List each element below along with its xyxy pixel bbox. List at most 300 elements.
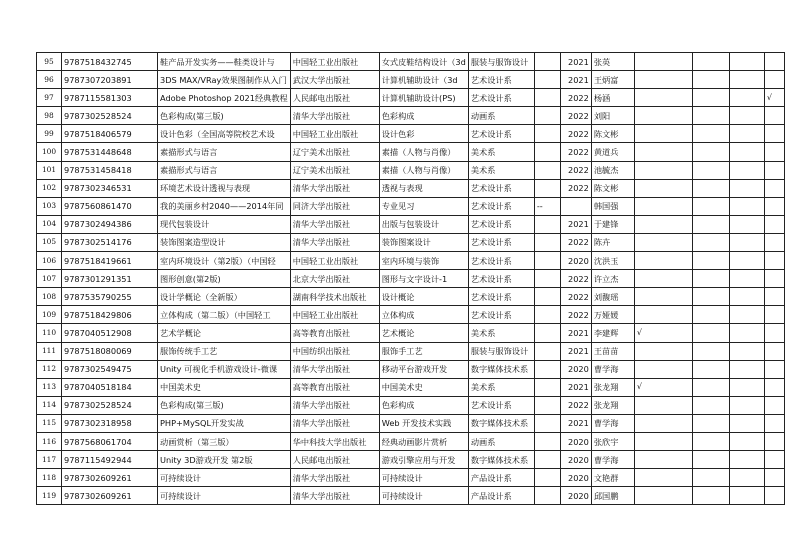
book-title-cell: 色彩构成(第三版) [158,107,291,125]
teacher-cell: 刘馥瑶 [591,288,634,306]
book-title-cell: 设计色彩（全国高等院校艺术设 [158,125,291,143]
department-cell: 艺术设计系 [468,270,534,288]
mark-cell-4 [764,396,784,414]
note-cell [534,469,560,487]
course-cell: 游戏引擎应用与开发 [379,451,468,469]
book-title-cell: 图形创意(第2版) [158,270,291,288]
mark-cell-3 [729,324,764,342]
publisher-cell: 华中科技大学出版社 [290,432,379,450]
publisher-cell: 中国轻工业出版社 [290,53,379,71]
book-title-cell: 服饰传统手工艺 [158,342,291,360]
teacher-cell: 曹学海 [591,451,634,469]
publisher-cell: 清华大学出版社 [290,179,379,197]
note-cell [534,233,560,251]
course-cell: 计算机辅助设计(PS) [379,89,468,107]
mark-cell-1 [634,270,692,288]
isbn-cell: 9787302318958 [62,414,158,432]
publisher-cell: 清华大学出版社 [290,360,379,378]
mark-cell-3 [729,252,764,270]
note-cell [534,378,560,396]
book-title-cell: 环境艺术设计透视与表现 [158,179,291,197]
note-cell [534,252,560,270]
mark-cell-2 [692,324,729,342]
table-row [37,143,785,161]
mark-cell-2 [692,270,729,288]
table-row [37,324,785,342]
table-row [37,89,785,107]
mark-cell-1 [634,487,692,505]
row-number: 97 [37,89,62,107]
row-number: 117 [37,451,62,469]
mark-cell-1 [634,89,692,107]
course-cell: 素描（人物与肖像） [379,161,468,179]
note-cell [534,451,560,469]
course-cell: 设计概论 [379,288,468,306]
mark-cell-4 [764,270,784,288]
isbn-cell: 9787040512908 [62,324,158,342]
year-cell: 2021 [560,215,591,233]
year-cell: 2020 [560,360,591,378]
row-number: 105 [37,233,62,251]
course-cell: 立体构成 [379,306,468,324]
mark-cell-4 [764,107,784,125]
mark-cell-3 [729,179,764,197]
mark-cell-4 [764,306,784,324]
isbn-cell: 9787518080069 [62,342,158,360]
department-cell: 艺术设计系 [468,197,534,215]
course-cell: 中国美术史 [379,378,468,396]
teacher-cell: 许立杰 [591,270,634,288]
course-cell: 服饰手工艺 [379,342,468,360]
mark-cell-4 [764,197,784,215]
isbn-cell: 9787307203891 [62,71,158,89]
course-cell: 装饰图案设计 [379,233,468,251]
book-title-cell: Adobe Photoshop 2021经典教程 [158,89,291,107]
department-cell: 服装与服饰设计 [468,342,534,360]
year-cell: 2022 [560,125,591,143]
mark-cell-2 [692,360,729,378]
mark-cell-2 [692,451,729,469]
year-cell: 2020 [560,432,591,450]
row-number: 113 [37,378,62,396]
isbn-cell: 9787302494386 [62,215,158,233]
mark-cell-1 [634,71,692,89]
mark-cell-2 [692,252,729,270]
teacher-cell: 陈文彬 [591,179,634,197]
course-cell: 素描（人物与肖像） [379,143,468,161]
department-cell: 美术系 [468,378,534,396]
book-title-cell: 可持续设计 [158,469,291,487]
book-title-cell: 立体构成（第二版）（中国轻工 [158,306,291,324]
table-row [37,233,785,251]
teacher-cell: 王苗苗 [591,342,634,360]
mark-cell-3 [729,432,764,450]
teacher-cell: 王炳富 [591,71,634,89]
note-cell: -- [534,197,560,215]
mark-cell-2 [692,179,729,197]
teacher-cell: 陈卉 [591,233,634,251]
note-cell [534,360,560,378]
book-title-cell: 现代包装设计 [158,215,291,233]
mark-cell-4 [764,179,784,197]
year-cell: 2021 [560,53,591,71]
publisher-cell: 清华大学出版社 [290,107,379,125]
publisher-cell: 北京大学出版社 [290,270,379,288]
isbn-cell: 9787531448648 [62,143,158,161]
note-cell [534,89,560,107]
year-cell: 2020 [560,451,591,469]
isbn-cell: 9787115581303 [62,89,158,107]
course-cell: 经典动画影片赏析 [379,432,468,450]
department-cell: 产品设计系 [468,487,534,505]
mark-cell-1 [634,432,692,450]
teacher-cell: 池毓杰 [591,161,634,179]
year-cell: 2020 [560,252,591,270]
book-title-cell: 设计学概论（全新版） [158,288,291,306]
department-cell: 美术系 [468,143,534,161]
year-cell: 2021 [560,378,591,396]
publisher-cell: 清华大学出版社 [290,469,379,487]
mark-cell-2 [692,53,729,71]
row-number: 99 [37,125,62,143]
table-row [37,451,785,469]
mark-cell-3 [729,233,764,251]
mark-cell-1 [634,414,692,432]
book-title-cell: Unity 3D游戏开发 第2版 [158,451,291,469]
course-cell: 透视与表现 [379,179,468,197]
mark-cell-3 [729,89,764,107]
mark-cell-4 [764,215,784,233]
isbn-cell: 9787531458418 [62,161,158,179]
mark-cell-3 [729,378,764,396]
course-cell: 计算机辅助设计（3d [379,71,468,89]
note-cell [534,143,560,161]
isbn-cell: 9787302528524 [62,107,158,125]
department-cell: 美术系 [468,161,534,179]
mark-cell-4 [764,288,784,306]
year-cell: 2022 [560,143,591,161]
isbn-cell: 9787302609261 [62,469,158,487]
year-cell: 2021 [560,324,591,342]
note-cell [534,71,560,89]
mark-cell-2 [692,432,729,450]
row-number: 110 [37,324,62,342]
department-cell: 艺术设计系 [468,233,534,251]
teacher-cell: 黄道兵 [591,143,634,161]
department-cell: 艺术设计系 [468,125,534,143]
book-title-cell: 中国美术史 [158,378,291,396]
note-cell [534,288,560,306]
row-number: 106 [37,252,62,270]
year-cell: 2022 [560,107,591,125]
mark-cell-4 [764,161,784,179]
row-number: 107 [37,270,62,288]
mark-cell-1: √ [634,378,692,396]
year-cell: 2021 [560,342,591,360]
publisher-cell: 中国轻工业出版社 [290,252,379,270]
mark-cell-4 [764,53,784,71]
table-row [37,360,785,378]
note-cell [534,161,560,179]
teacher-cell: 张龙翔 [591,396,634,414]
row-number: 100 [37,143,62,161]
year-cell: 2022 [560,89,591,107]
mark-cell-2 [692,487,729,505]
publisher-cell: 高等教育出版社 [290,378,379,396]
mark-cell-2 [692,215,729,233]
year-cell: 2020 [560,487,591,505]
publisher-cell: 人民邮电出版社 [290,89,379,107]
note-cell [534,270,560,288]
table-row [37,179,785,197]
mark-cell-2 [692,342,729,360]
isbn-cell: 9787518419661 [62,252,158,270]
row-number: 115 [37,414,62,432]
publisher-cell: 中国轻工业出版社 [290,125,379,143]
publisher-cell: 中国轻工业出版社 [290,306,379,324]
course-cell: 室内环境与装饰 [379,252,468,270]
book-title-cell: PHP+MySQL开发实战 [158,414,291,432]
mark-cell-3 [729,396,764,414]
mark-cell-1 [634,107,692,125]
mark-cell-1: √ [634,324,692,342]
isbn-cell: 9787560861470 [62,197,158,215]
mark-cell-3 [729,451,764,469]
course-cell: 出版与包装设计 [379,215,468,233]
teacher-cell: 张英 [591,53,634,71]
department-cell: 艺术设计系 [468,396,534,414]
year-cell: 2022 [560,270,591,288]
mark-cell-4 [764,360,784,378]
publisher-cell: 清华大学出版社 [290,487,379,505]
row-number: 95 [37,53,62,71]
department-cell: 艺术设计系 [468,71,534,89]
note-cell [534,342,560,360]
course-cell: 可持续设计 [379,469,468,487]
mark-cell-2 [692,378,729,396]
publisher-cell: 高等教育出版社 [290,324,379,342]
mark-cell-4: √ [764,89,784,107]
publisher-cell: 辽宁美术出版社 [290,143,379,161]
mark-cell-4 [764,125,784,143]
mark-cell-4 [764,233,784,251]
year-cell: 2022 [560,179,591,197]
mark-cell-3 [729,270,764,288]
department-cell: 艺术设计系 [468,89,534,107]
mark-cell-4 [764,487,784,505]
mark-cell-4 [764,469,784,487]
row-number: 109 [37,306,62,324]
table-row [37,396,785,414]
mark-cell-2 [692,143,729,161]
note-cell [534,306,560,324]
publisher-cell: 同济大学出版社 [290,197,379,215]
teacher-cell: 曹学海 [591,360,634,378]
isbn-cell: 9787302549475 [62,360,158,378]
book-title-cell: 3DS MAX/VRay效果图制作从入门 [158,71,291,89]
row-number: 104 [37,215,62,233]
department-cell: 艺术设计系 [468,252,534,270]
mark-cell-1 [634,451,692,469]
isbn-cell: 9787302609261 [62,487,158,505]
teacher-cell: 曹学海 [591,414,634,432]
year-cell: 2020 [560,469,591,487]
note-cell [534,414,560,432]
publisher-cell: 辽宁美术出版社 [290,161,379,179]
mark-cell-3 [729,469,764,487]
note-cell [534,179,560,197]
book-title-cell: 鞋产品开发实务——鞋类设计与 [158,53,291,71]
mark-cell-1 [634,360,692,378]
table-row [37,306,785,324]
mark-cell-2 [692,89,729,107]
book-title-cell: 可持续设计 [158,487,291,505]
row-number: 118 [37,469,62,487]
mark-cell-4 [764,252,784,270]
course-cell: 设计色彩 [379,125,468,143]
table-row [37,107,785,125]
book-title-cell: 动画赏析（第三版） [158,432,291,450]
row-number: 108 [37,288,62,306]
mark-cell-1 [634,288,692,306]
department-cell: 数字媒体技术系 [468,360,534,378]
mark-cell-1 [634,215,692,233]
course-cell: 色彩构成 [379,107,468,125]
table-row [37,414,785,432]
table-row [37,469,785,487]
course-cell: 专业见习 [379,197,468,215]
year-cell: 2022 [560,288,591,306]
course-cell: 图形与文字设计-1 [379,270,468,288]
table-row [37,288,785,306]
teacher-cell: 杨涵 [591,89,634,107]
table-row [37,125,785,143]
row-number: 111 [37,342,62,360]
table-row [37,378,785,396]
mark-cell-1 [634,233,692,251]
mark-cell-3 [729,288,764,306]
mark-cell-3 [729,215,764,233]
mark-cell-4 [764,71,784,89]
book-title-cell: Unity 可视化手机游戏设计-微课 [158,360,291,378]
isbn-cell: 9787302514176 [62,233,158,251]
isbn-cell: 9787518432745 [62,53,158,71]
course-cell: 女式皮鞋结构设计（3d [379,53,468,71]
department-cell: 艺术设计系 [468,288,534,306]
row-number: 101 [37,161,62,179]
table-row [37,215,785,233]
mark-cell-2 [692,71,729,89]
isbn-cell: 9787518406579 [62,125,158,143]
row-number: 102 [37,179,62,197]
mark-cell-3 [729,306,764,324]
teacher-cell: 李建辉 [591,324,634,342]
department-cell: 动画系 [468,107,534,125]
mark-cell-3 [729,197,764,215]
course-cell: 移动平台游戏开发 [379,360,468,378]
department-cell: 数字媒体技术系 [468,451,534,469]
isbn-cell: 9787301291351 [62,270,158,288]
table-row [37,252,785,270]
mark-cell-2 [692,288,729,306]
row-number: 98 [37,107,62,125]
mark-cell-1 [634,143,692,161]
mark-cell-3 [729,71,764,89]
mark-cell-3 [729,53,764,71]
year-cell: 2021 [560,414,591,432]
course-cell: Web 开发技术实践 [379,414,468,432]
publisher-cell: 清华大学出版社 [290,414,379,432]
course-cell: 艺术概论 [379,324,468,342]
mark-cell-2 [692,414,729,432]
teacher-cell: 于建锋 [591,215,634,233]
publisher-cell: 武汉大学出版社 [290,71,379,89]
mark-cell-2 [692,161,729,179]
teacher-cell: 文艳群 [591,469,634,487]
row-number: 119 [37,487,62,505]
book-title-cell: 素描形式与语言 [158,143,291,161]
mark-cell-4 [764,414,784,432]
publisher-cell: 清华大学出版社 [290,233,379,251]
course-cell: 可持续设计 [379,487,468,505]
mark-cell-4 [764,378,784,396]
mark-cell-1 [634,469,692,487]
table-row [37,487,785,505]
book-title-cell: 我的美丽乡村2040——2014年同 [158,197,291,215]
table-row [37,342,785,360]
isbn-cell: 9787302346531 [62,179,158,197]
row-number: 112 [37,360,62,378]
department-cell: 艺术设计系 [468,215,534,233]
table-row [37,161,785,179]
mark-cell-1 [634,53,692,71]
row-number: 114 [37,396,62,414]
teacher-cell: 张龙翔 [591,378,634,396]
publisher-cell: 湖南科学技术出版社 [290,288,379,306]
year-cell: 2021 [560,71,591,89]
department-cell: 美术系 [468,324,534,342]
teacher-cell: 沈洪玉 [591,252,634,270]
department-cell: 数字媒体技术系 [468,414,534,432]
mark-cell-1 [634,161,692,179]
textbook-table [36,52,785,505]
table-row [37,270,785,288]
mark-cell-1 [634,396,692,414]
mark-cell-3 [729,107,764,125]
mark-cell-2 [692,197,729,215]
mark-cell-3 [729,161,764,179]
publisher-cell: 清华大学出版社 [290,396,379,414]
mark-cell-4 [764,324,784,342]
mark-cell-1 [634,179,692,197]
isbn-cell: 9787518429806 [62,306,158,324]
mark-cell-2 [692,233,729,251]
mark-cell-1 [634,197,692,215]
mark-cell-4 [764,342,784,360]
table-row [37,71,785,89]
teacher-cell: 韩国强 [591,197,634,215]
mark-cell-1 [634,306,692,324]
mark-cell-2 [692,125,729,143]
department-cell: 产品设计系 [468,469,534,487]
note-cell [534,215,560,233]
publisher-cell: 清华大学出版社 [290,215,379,233]
year-cell: 2022 [560,233,591,251]
teacher-cell: 刘阳 [591,107,634,125]
mark-cell-2 [692,107,729,125]
mark-cell-1 [634,125,692,143]
year-cell: 2022 [560,161,591,179]
